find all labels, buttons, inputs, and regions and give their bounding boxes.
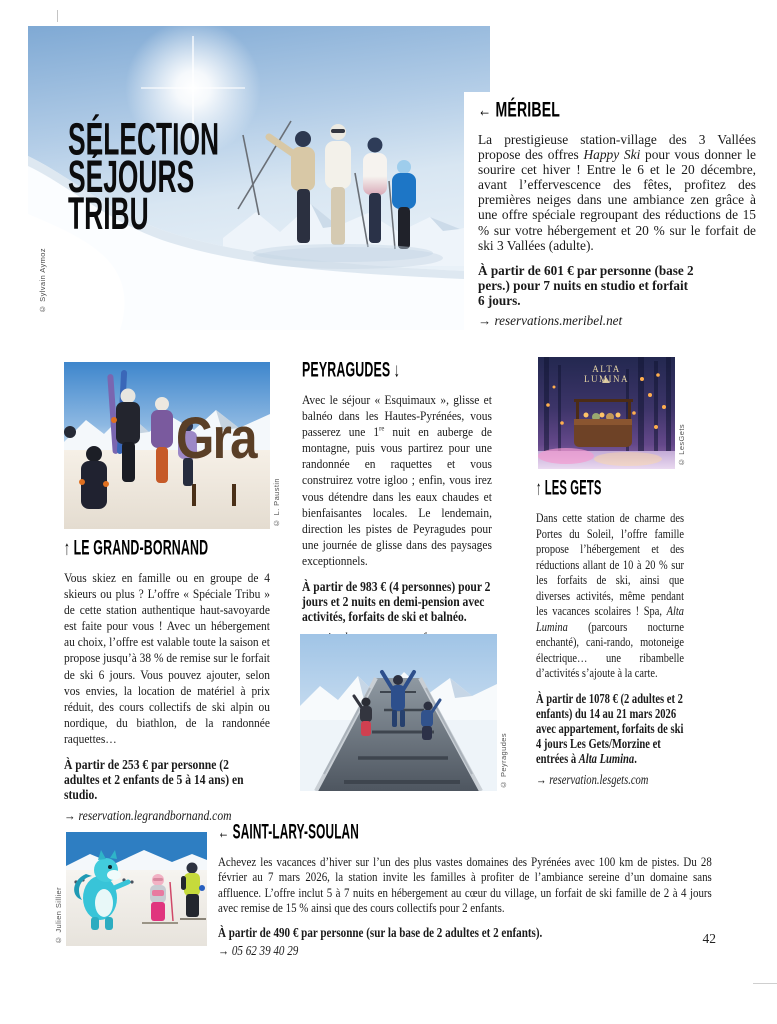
les-gets-text-wrap (536, 478, 684, 788)
link-line-saint-lary (218, 943, 712, 959)
down-arrow-icon: ↓ (393, 359, 400, 382)
peyragudes-photo-credit: © Peyragudes (499, 733, 508, 789)
section-heading-meribel (478, 101, 560, 122)
up-arrow-icon: ↑ (536, 477, 542, 500)
section-title-grand-bornand: LE GRAND-BORNAND (73, 537, 209, 560)
section-les-gets (536, 478, 684, 788)
grand-bornand-photo-frame (64, 362, 270, 529)
section-body-peyragudes: Avec le séjour « Esquimaux », glisse et balnéo dans les Hautes-Pyrénées, vous passerez une 1re nuit en auberge de montagne, puis vous partirez pour une randonnée en raquettes et vous construirez votre igloo ; enfin, vous irez vous détendre dans les eaux chaudes et bienfaisantes locales. Le lendemain, direction les pistes de Peyragudes pour une journée de glisse dans des paysages exceptionnels. (302, 392, 492, 568)
right-arrow-icon: → (478, 313, 492, 329)
link-line-les-gets (536, 772, 684, 788)
offer-text-meribel: À partir de 601 € par personne (base 2 pers.) pour 7 nuits en studio et forfait 6 jours. (478, 262, 694, 309)
section-title-meribel: MÉRIBEL (495, 99, 561, 122)
grand-bornand-photo (64, 362, 281, 529)
section-grand-bornand (64, 538, 270, 824)
section-body-saint-lary: Achevez les vacances d’hiver sur l’un des plus vastes domaines des Pyrénées avec 100 km de pistes. Du 28 février au 7 mars 2026, la station invite les familles à profiter de l’ambiance sereine d’un domaine sans affluence. L’offre inclut 5 à 7 nuits en hébergement au cœur du village, un forfait de ski famille de 2 à 4 jours avec remise de 15 % ainsi que des cours collectifs pour 2 enfants. (218, 854, 712, 916)
section-meribel (464, 92, 764, 350)
saint-lary-photo (54, 832, 207, 946)
peyragudes-photo (300, 634, 508, 791)
section-heading-saint-lary (218, 823, 359, 844)
page-title-line-2: SÉJOURS (68, 150, 195, 202)
grand-bornand-text-wrap (64, 538, 270, 824)
saint-lary-mascot-illustration (66, 832, 207, 946)
saint-lary-text-wrap (218, 822, 712, 959)
right-arrow-icon: → (218, 942, 230, 958)
page-title (68, 113, 220, 239)
hero-photo (28, 26, 490, 330)
offer-text-les-gets: À partir de 1078 € (2 adultes et 2 enfants) du 14 au 21 mars 2026 avec appartement, forfaits de ski 4 jours Les Gets/Morzine et entrées à Alta Lumina. (536, 690, 684, 767)
right-arrow-icon: → (64, 807, 76, 823)
section-heading-peyragudes (302, 361, 400, 382)
left-arrow-icon: ← (218, 821, 230, 844)
page-title-line-1: SÉLECTION (68, 113, 220, 165)
saint-lary-photo-credit: © Julien Sillier (54, 886, 63, 944)
section-heading-grand-bornand (64, 539, 208, 560)
summit-sign-text: Gra (176, 406, 256, 471)
crop-mark-bottom (753, 983, 777, 984)
peyragudes-skywalk-illustration (300, 634, 497, 791)
les-gets-photo-frame (538, 357, 675, 469)
offer-text-grand-bornand: À partir de 253 € par personne (2 adultes et 2 enfants de 5 à 14 ans) en studio. (64, 757, 244, 803)
right-arrow-icon: → (536, 771, 547, 787)
les-gets-photo-credit: © LesGets (677, 424, 686, 467)
les-gets-photo (538, 357, 686, 469)
left-arrow-icon: ← (478, 99, 492, 122)
section-body-meribel: La prestigieuse station-village des 3 Vallées propose des offres Happy Ski pour vous donner le sourire cet hiver ! Entre le 6 et le 20 décembre, avant l’effervescence des fêtes, profitez des premières neiges dans une ambiance zen grâce à une offre spéciale regroupant des réductions de 15 % sur votre hébergement et 20 % sur le forfait de ski 3 Vallées (adulte). (478, 132, 756, 253)
section-heading-les-gets (536, 479, 602, 500)
booking-link-meribel[interactable]: reservations.meribel.net (494, 313, 623, 329)
section-saint-lary (218, 822, 712, 959)
section-title-peyragudes: PEYRAGUDES (302, 359, 391, 382)
link-line-meribel (478, 313, 764, 329)
page-number: 42 (702, 931, 716, 946)
offer-text-saint-lary: À partir de 490 € par personne (sur la base de 2 adultes et 2 enfants). (218, 924, 543, 940)
saint-lary-photo-frame (66, 832, 207, 946)
up-arrow-icon: ↑ (64, 537, 70, 560)
phone-link-saint-lary[interactable]: 05 62 39 40 29 (231, 942, 299, 958)
section-body-les-gets: Dans cette station de charme des Portes du Soleil, l’offre famille propose l’hébergement et des réductions allant de 10 à 20 % sur les forfaits de ski, ainsi que diverses activités, même pendant les vacances scolaires ! Spa, Alta Lumina (parcours nocturne enchanté), cani-rando, motoneige électrique… une ribambelle d’activités s’ajoute à la carte. (536, 510, 684, 680)
section-body-grand-bornand: Vous skiez en famille ou en groupe de 4 skieurs ou plus ? L’offre « Spéciale Tribu » de cette station authentique haut-savoyarde est faite pour vous ! Avec un hébergement au choix, l’offre est valable toute la saison et propose jusqu’à 38 % de remise sur le forfait de ski 6 jours. Vous pouvez ajouter, selon vos envies, la location de matériel à prix réduit, des cours collectifs de ski alpin ou nordique, du biathlon, de la randonnée raquettes… (64, 570, 270, 746)
crop-mark-top (57, 10, 58, 22)
page-title-line-3: TRIBU (68, 187, 149, 239)
booking-link-grand-bornand[interactable]: reservation.legrandbornand.com (78, 807, 232, 823)
booking-link-les-gets[interactable]: reservation.lesgets.com (549, 771, 649, 787)
hero-photo-credit: © Sylvain Aymoz (38, 248, 47, 314)
offer-text-peyragudes: À partir de 983 € (4 personnes) pour 2 jours et 2 nuits en demi-pension avec activités, forfaits de ski et balnéo. (302, 579, 491, 625)
section-title-les-gets: LES GETS (544, 477, 602, 500)
alta-lumina-sign-text: ALTA LUMINA (584, 364, 629, 384)
peyragudes-photo-frame (300, 634, 497, 791)
section-peyragudes (302, 360, 492, 646)
section-title-saint-lary: SAINT-LARY-SOULAN (232, 821, 359, 844)
grand-bornand-photo-credit: © L. Paustin (272, 477, 281, 527)
peyragudes-text-wrap (302, 360, 492, 646)
hero-photo-frame (28, 26, 490, 330)
